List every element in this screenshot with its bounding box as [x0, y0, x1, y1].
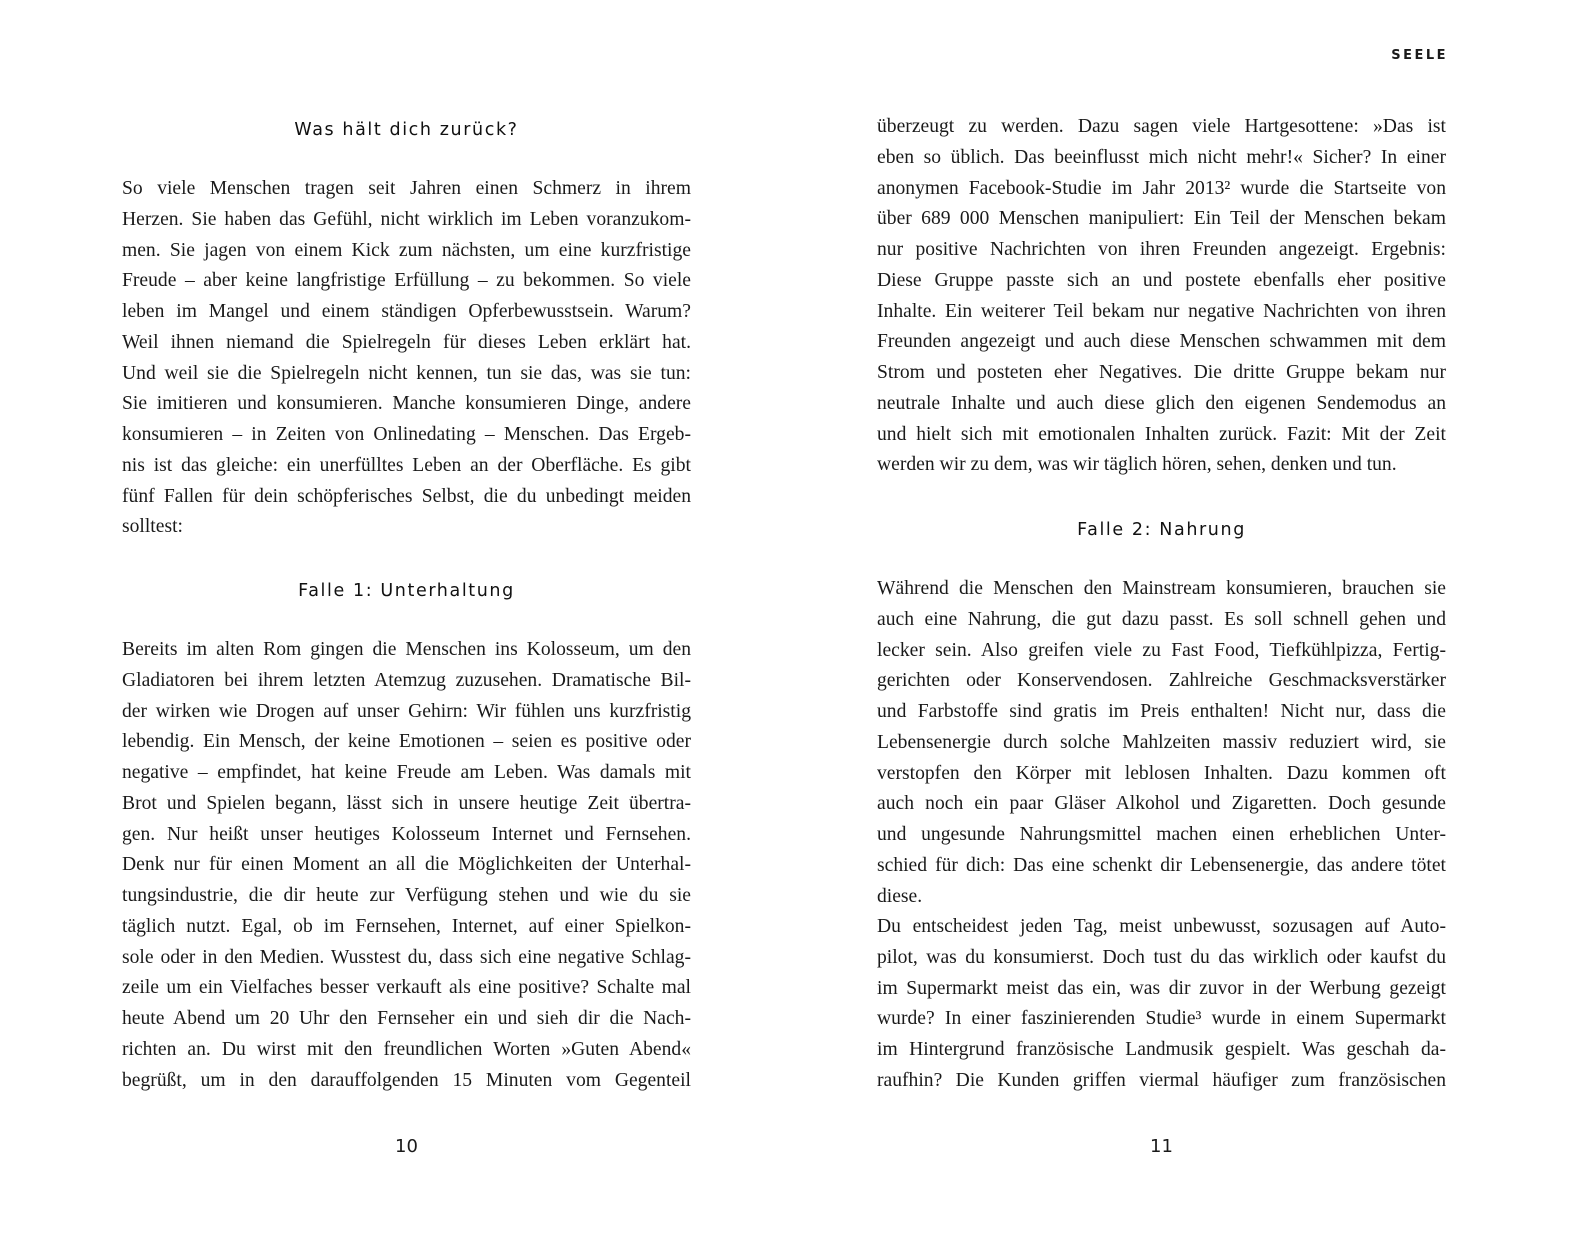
- text-line: Denk nur für einen Moment an all die Möglichkeiten der Unterhal-: [122, 854, 691, 876]
- text-line: auch eine Nahrung, die gut dazu passt. Es soll schnell gehen und: [877, 608, 1446, 630]
- text-line: gerichten oder Konservendosen. Zahlreiche Geschmacksverstärker: [877, 670, 1446, 692]
- text-line: überzeugt zu werden. Dazu sagen viele Hartgesottene: »Das ist: [877, 116, 1446, 137]
- text-line: lebendig. Ein Mensch, der keine Emotionen – seien es positive oder: [122, 731, 691, 753]
- text-line: Brot und Spielen begann, lässt sich in unsere heutige Zeit übertra-: [122, 792, 691, 814]
- text-line: täglich nutzt. Egal, ob im Fernsehen, Internet, auf einer Spielkon-: [122, 915, 691, 937]
- text-line: verstopfen den Körper mit leblosen Inhalten. Dazu kommen oft: [877, 762, 1446, 784]
- text-line: lecker sein. Also greifen viele zu Fast Food, Tiefkühlpizza, Fertig-: [877, 639, 1446, 661]
- paragraph: [877, 912, 1446, 1097]
- text-line: Und weil sie die Spielregeln nicht kennen, tun sie das, was sie tun:: [122, 362, 691, 384]
- text-line: auch noch ein paar Gläser Alkohol und Zigaretten. Doch gesunde: [877, 793, 1446, 815]
- text-line: nis ist das gleiche: ein unerfülltes Leben an der Oberfläche. Es gibt: [122, 454, 691, 476]
- text-line: wurde? In einer faszinierenden Studie³ wurde in einem Supermarkt: [877, 1008, 1446, 1030]
- section-heading: Was hält dich zurück?: [294, 120, 519, 140]
- text-line: neutrale Inhalte und auch diese glich den eigenen Sendemodus an: [877, 392, 1446, 414]
- paragraph: [122, 635, 691, 1096]
- text-line: nur positive Nachrichten von ihren Freunden angezeigt. Ergebnis:: [877, 239, 1446, 260]
- text-line: eben so üblich. Das beeinflusst mich nicht mehr!« Sicher? In einer: [877, 146, 1446, 168]
- section-heading: Falle 2: Nahrung: [1077, 520, 1246, 540]
- text-line: heute Abend um 20 Uhr den Fernseher ein und sieh dir die Nach-: [122, 1008, 691, 1029]
- page-number: 10: [395, 1136, 418, 1157]
- text-line: Gladiatoren bei ihrem letzten Atemzug zuzusehen. Dramatische Bil-: [122, 669, 691, 691]
- text-line: gen. Nur heißt unser heutiges Kolosseum Internet und Fernsehen.: [122, 823, 691, 845]
- text-line: So viele Menschen tragen seit Jahren einen Schmerz in ihrem: [122, 178, 691, 199]
- text-line: Weil ihnen niemand die Spielregeln für dieses Leben erklärt hat.: [122, 331, 691, 353]
- text-line: konsumieren – in Zeiten von Onlinedating – Menschen. Das Ergeb-: [122, 424, 691, 445]
- text-line: zeile um ein Vielfaches besser verkauft als eine positive? Schalte mal: [122, 977, 691, 999]
- text-line: im Supermarkt meist das ein, was dir zuvor in der Werbung gezeigt: [877, 977, 1446, 999]
- text-line: und ungesunde Nahrungsmittel machen einen erheblichen Unter-: [877, 824, 1446, 845]
- text-line: leben im Mangel und einem ständigen Opferbewusstsein. Warum?: [122, 301, 691, 322]
- paragraph: [877, 112, 1446, 481]
- text-line: begrüßt, um in den darauffolgenden 15 Minuten vom Gegenteil: [122, 1069, 691, 1091]
- text-line: im Hintergrund französische Landmusik gespielt. Was geschah da-: [877, 1039, 1446, 1060]
- text-line: Strom und posteten eher Negatives. Die dritte Gruppe bekam nur: [877, 362, 1446, 383]
- text-line: fünf Fallen für dein schöpferisches Selbst, die du unbedingt meiden: [122, 485, 691, 507]
- text-line: negative – empfindet, hat keine Freude am Leben. Was damals mit: [122, 762, 691, 783]
- text-line: Bereits im alten Rom gingen die Menschen ins Kolosseum, um den: [122, 639, 691, 660]
- text-line: men. Sie jagen von einem Kick zum nächsten, um eine kurzfristige: [122, 239, 691, 261]
- text-line: Du entscheidest jeden Tag, meist unbewusst, sozusagen auf Auto-: [877, 916, 1446, 937]
- text-line: solltest:: [122, 516, 183, 538]
- text-line: werden wir zu dem, was wir täglich hören, sehen, denken und tun.: [877, 454, 1397, 476]
- text-line: Diese Gruppe passte sich an und postete ebenfalls eher positive: [877, 269, 1446, 291]
- text-line: raufhin? Die Kunden griffen viermal häufiger zum französischen: [877, 1069, 1446, 1091]
- text-line: sole oder in den Medien. Wusstest du, dass sich eine negative Schlag-: [122, 946, 691, 968]
- text-line: Während die Menschen den Mainstream konsumieren, brauchen sie: [877, 578, 1446, 599]
- text-line: und hielt sich mit emotionalen Inhalten zurück. Fazit: Mit der Zeit: [877, 423, 1446, 445]
- text-line: Sie imitieren und konsumieren. Manche konsumieren Dinge, andere: [122, 393, 691, 415]
- text-line: Lebensenergie durch solche Mahlzeiten massiv reduziert wird, sie: [877, 731, 1446, 753]
- text-line: und Farbstoffe sind gratis im Preis enthalten! Nicht nur, dass die: [877, 701, 1446, 722]
- section-heading: Falle 1: Unterhaltung: [298, 581, 515, 601]
- text-line: diese.: [877, 885, 923, 907]
- paragraph: [122, 174, 691, 543]
- text-line: tungsindustrie, die dir heute zur Verfügung stehen und wie du sie: [122, 885, 691, 906]
- running-head: SEELE: [1391, 48, 1448, 63]
- paragraph: [877, 574, 1446, 912]
- text-line: pilot, was du konsumierst. Doch tust du das wirklich oder kaufst du: [877, 946, 1446, 968]
- text-line: Inhalte. Ein weiterer Teil bekam nur negative Nachrichten von ihren: [877, 300, 1446, 322]
- text-line: richten an. Du wirst mit den freundlichen Worten »Guten Abend«: [122, 1038, 691, 1060]
- text-line: schied für dich: Das eine schenkt dir Lebensenergie, das andere tötet: [877, 854, 1446, 876]
- text-line: anonymen Facebook-Studie im Jahr 2013² wurde die Startseite von: [877, 177, 1446, 199]
- text-line: Herzen. Sie haben das Gefühl, nicht wirklich im Leben voranzukom-: [122, 208, 691, 230]
- text-line: Freunden angezeigt und auch diese Menschen schwammen mit dem: [877, 331, 1446, 353]
- text-line: über 689 000 Menschen manipuliert: Ein Teil der Menschen bekam: [877, 208, 1446, 230]
- text-line: der wirken wie Drogen auf unser Gehirn: Wir fühlen uns kurzfristig: [122, 700, 691, 722]
- page-number: 11: [1150, 1136, 1173, 1157]
- text-line: Freude – aber keine langfristige Erfüllung – zu bekommen. So viele: [122, 270, 691, 292]
- right-page: [797, 0, 1594, 1240]
